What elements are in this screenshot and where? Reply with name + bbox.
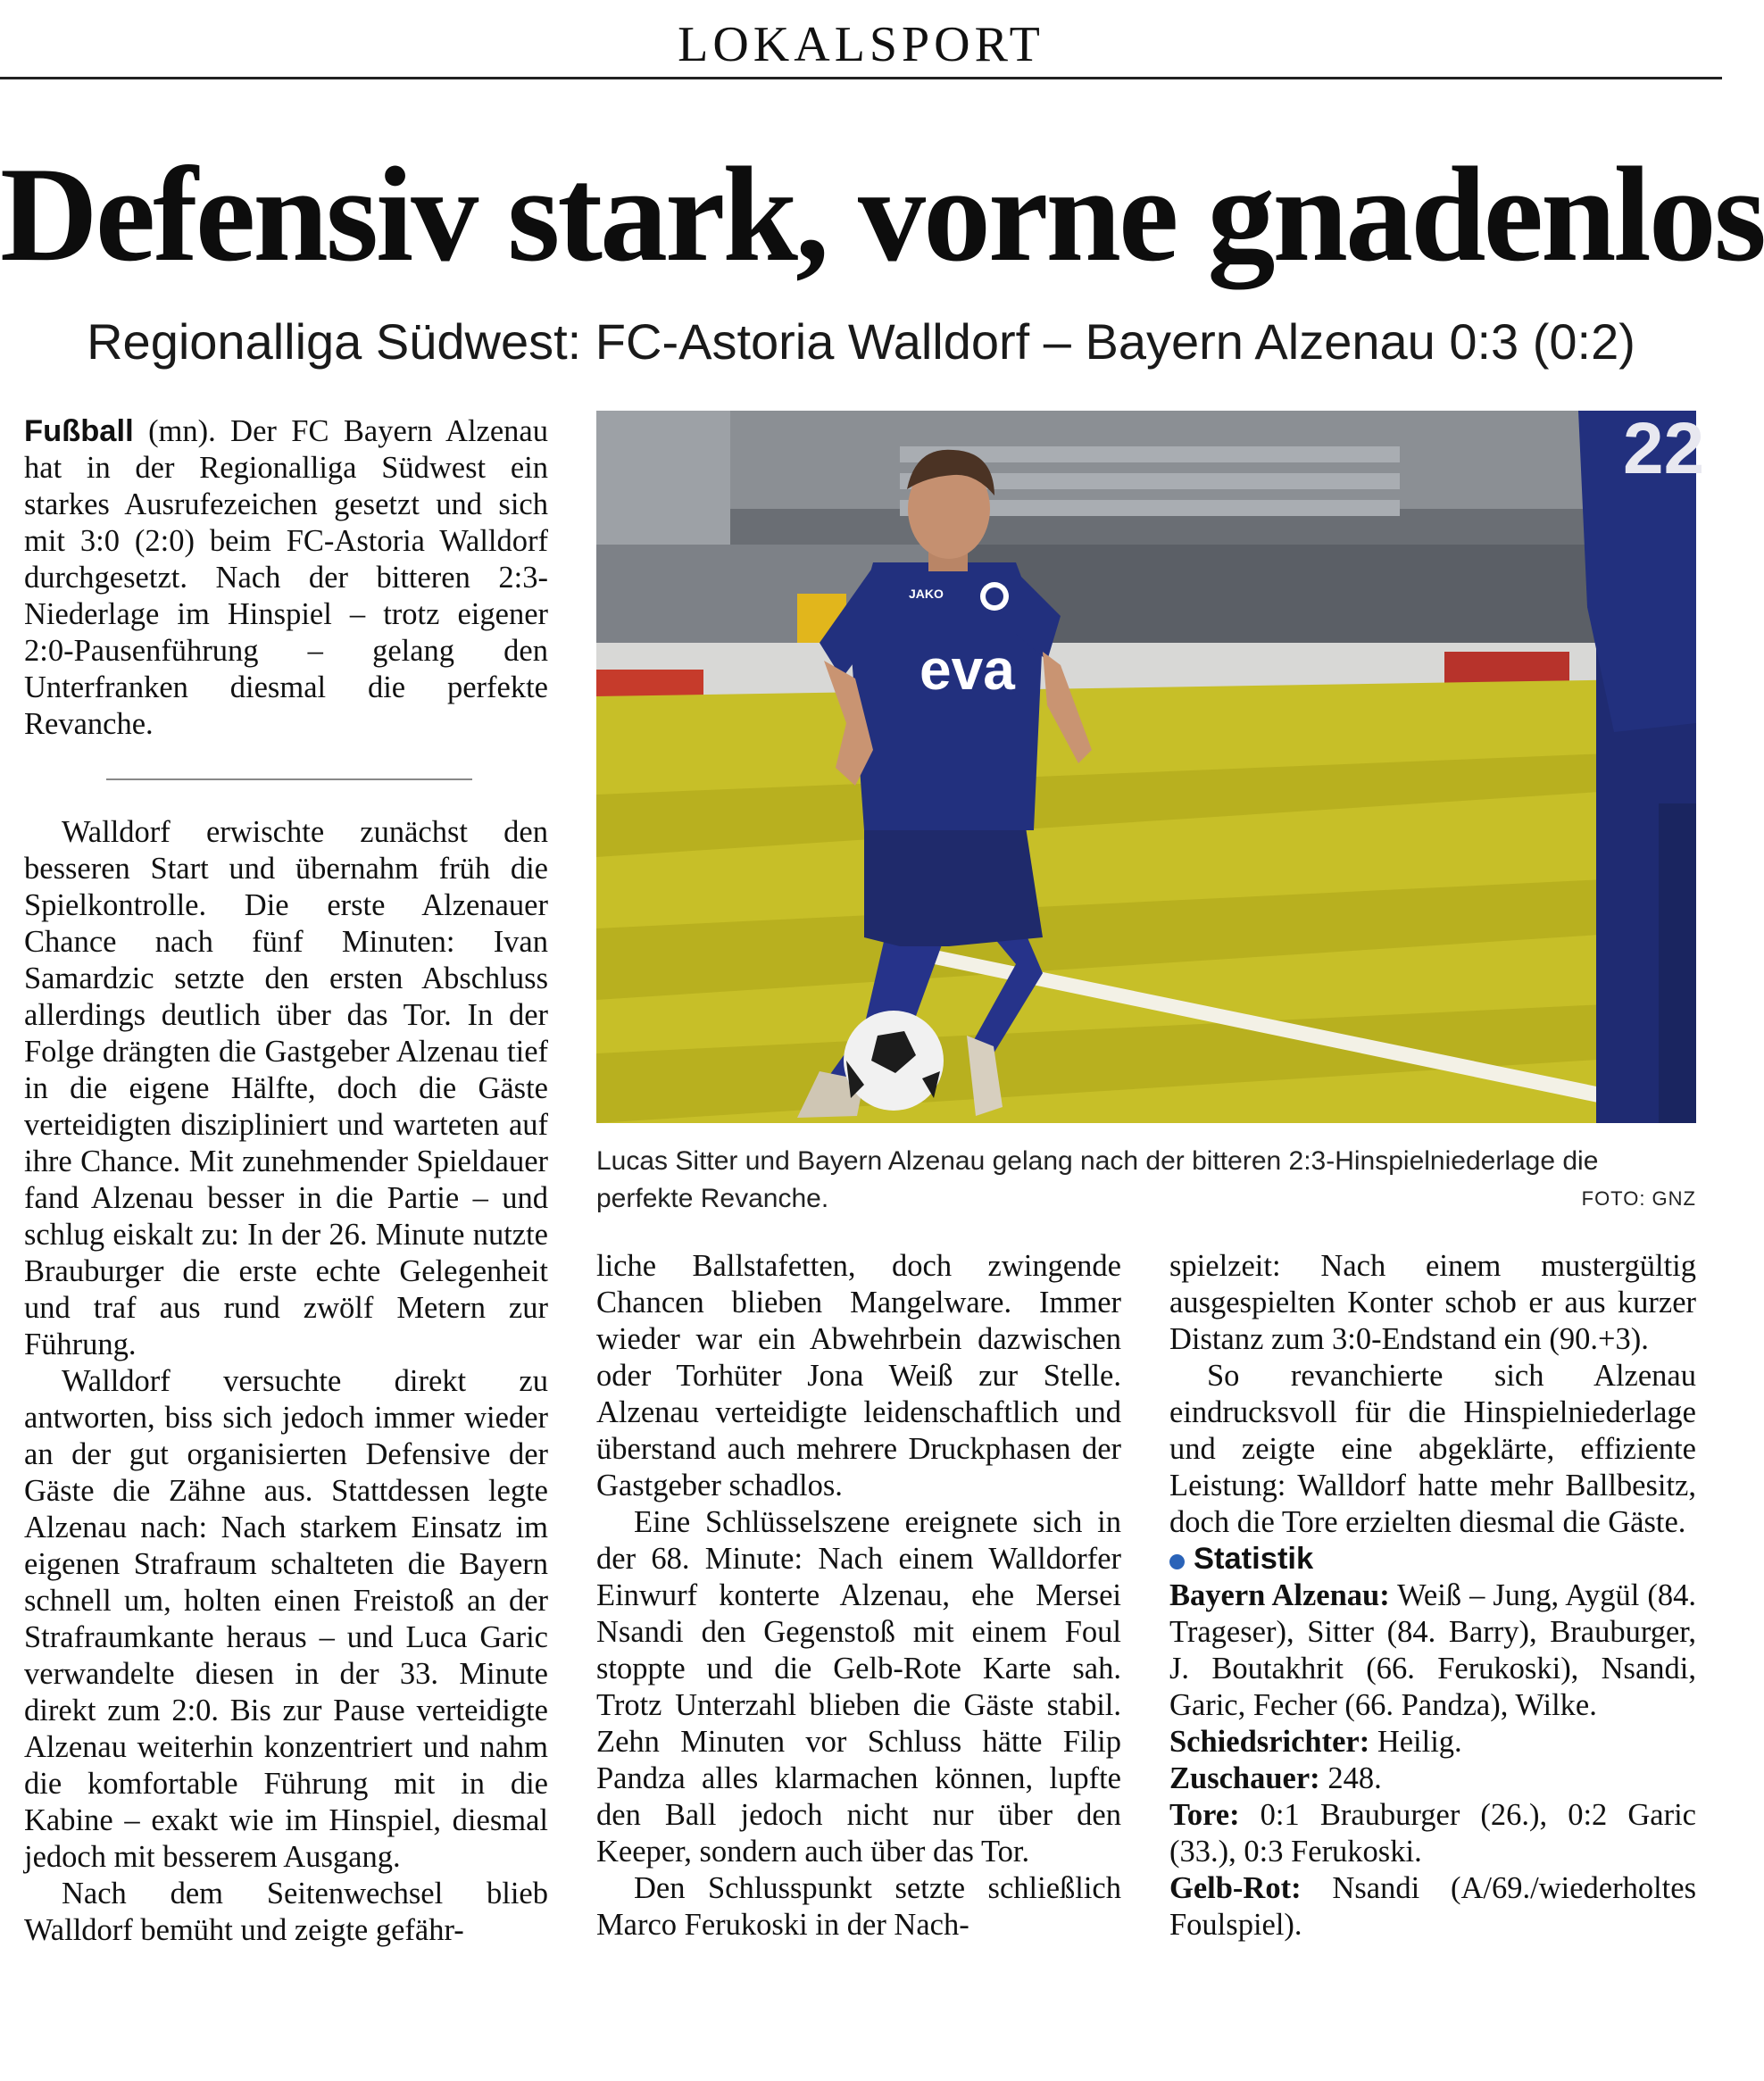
stats-referee: Schiedsrichter: Heilig. bbox=[1169, 1725, 1462, 1759]
photo-credit: FOTO: GNZ bbox=[1581, 1187, 1696, 1210]
body-paragraph-5-start: Den Schlusspunkt setzte schließlich Marco Ferukoski in der Nach- bbox=[596, 1871, 1121, 1942]
section-header bbox=[0, 0, 1722, 79]
stats-heading: Statistik bbox=[1169, 1541, 1696, 1577]
article-column-3 bbox=[1169, 1248, 1696, 1944]
headline: Defensiv stark, vorne gnadenlos bbox=[0, 139, 1764, 289]
body-paragraph-6: So revanchierte sich Alzenau eindrucksvoll für die Hinspielniederlage und zeigte eine abgeklärte, effiziente Leistung: Walldorf hatte mehr Ballbesitz, doch die Tore erzielten diesmal die Gäste. bbox=[1169, 1359, 1696, 1539]
section-title: LOKALSPORT bbox=[678, 17, 1044, 72]
stats-spectators: Zuschauer: 248. bbox=[1169, 1761, 1382, 1795]
lead-text: (mn). Der FC Bayern Alzenau hat in der Regionalliga Südwest ein starkes Ausrufezeichen gesetzt und sich mit 3:0 (2:0) beim FC-Astoria Walldorf durchgesetzt. Nach der bitteren 2:3-Niederlage im Hinspiel – trotz eigener 2:0-Pausenführung – gelang den Unterfranken diesmal die perfekte Revanche. bbox=[24, 414, 548, 741]
stats-yellow-red: Gelb-Rot: Nsandi (A/69./wiederholtes Foulspiel). bbox=[1169, 1871, 1696, 1942]
body-paragraph-3-end: liche Ballstafetten, doch zwingende Chancen blieben Mangelware. Immer wieder war ein Abwehrbein dazwischen oder Torhüter Jona Weiß zur Stelle. Alzenau verteidigte leidenschaftlich und überstand auch mehrere Druckphasen der Gastgeber schadlos. bbox=[596, 1249, 1121, 1502]
stats-goals: Tore: 0:1 Brauburger (26.), 0:2 Garic (33.), 0:3 Ferukoski. bbox=[1169, 1798, 1696, 1869]
body-paragraph-5-end: spielzeit: Nach einem mustergültig ausgespielten Konter schob er aus kurzer Distanz zum 3:0-Endstand ein (90.+3). bbox=[1169, 1249, 1696, 1356]
body-paragraph-3-start: Nach dem Seitenwechsel blieb Walldorf bemüht und zeigte gefähr- bbox=[24, 1877, 548, 1947]
body-paragraph-4: Eine Schlüsselszene ereignete sich in der 68. Minute: Nach einem Walldorfer Einwurf konterte Alzenau, ehe Mersei Nsandi den Gegenstoß mit einem Foul stoppte und die Gelb-Rote Karte sah. Trotz Unterzahl blieben die Gäste stabil. Zehn Minuten vor Schluss hätte Filip Pandza alles klarmachen können, lupfte den Ball jedoch nicht nur über den Keeper, sondern auch über das Tor. bbox=[596, 1505, 1121, 1869]
stats-lineup: Bayern Alzenau: Weiß – Jung, Aygül (84. Trageser), Sitter (84. Barry), Brauburger, J. Boutakhrit (66. Ferukoski), Nsandi, Garic, Fecher (66. Pandza), Wilke. bbox=[1169, 1578, 1696, 1722]
bullet-icon bbox=[1169, 1554, 1185, 1569]
body-paragraph-2: Walldorf versuchte direkt zu antworten, biss sich jedoch immer wieder an der gut organisierten Defensive der Gäste die Zähne aus. Stattdessen legte Alzenau nach: Nach starkem Einsatz im eigenen Strafraum schalteten die Bayern schnell um, holten einen Freistoß an der Strafraumkante heraus – und Luca Garic verwandelte diesen in der 33. Minute direkt zum 2:0. Bis zur Pause verteidigte Alzenau weiterhin konzentriert und nahm die komfortable Führung mit in die Kabine – exakt wie im Hinspiel, diesmal jedoch mit besserem Ausgang. bbox=[24, 1364, 548, 1874]
subheadline: Regionalliga Südwest: FC-Astoria Walldorf – Bayern Alzenau 0:3 (0:2) bbox=[87, 313, 1635, 370]
article-column-2 bbox=[596, 1248, 1121, 1944]
lead-paragraph bbox=[24, 413, 548, 743]
photo-shirt-sponsor: eva bbox=[919, 637, 1015, 702]
article-column-1 bbox=[24, 413, 548, 1949]
lead-word: Fußball bbox=[24, 414, 134, 448]
photo-shirt-number: 22 bbox=[1623, 408, 1705, 489]
lead-divider bbox=[106, 778, 472, 780]
photo-caption: Lucas Sitter und Bayern Alzenau gelang nach der bitteren 2:3-Hinspielniederlage die perfekte Revanche. bbox=[596, 1146, 1599, 1213]
match-photo bbox=[596, 408, 1705, 1123]
photo-shirt-brand: JAKO bbox=[909, 587, 944, 601]
body-paragraph-1: Walldorf erwischte zunächst den besseren Start und übernahm früh die Spielkontrolle. Die erste Alzenauer Chance nach fünf Minuten: Ivan Samardzic setzte den ersten Abschluss allerdings deutlich über das Tor. In der Folge drängten die Gastgeber Alzenau tief in die eigene Hälfte, doch die Gäste verteidigten diszipliniert und warteten auf ihre Chance. Mit zunehmender Spieldauer fand Alzenau besser in die Partie – und schlug eiskalt zu: In der 26. Minute nutzte Brauburger die erste echte Gelegenheit und traf aus rund zwölf Metern zur Führung. bbox=[24, 815, 548, 1361]
